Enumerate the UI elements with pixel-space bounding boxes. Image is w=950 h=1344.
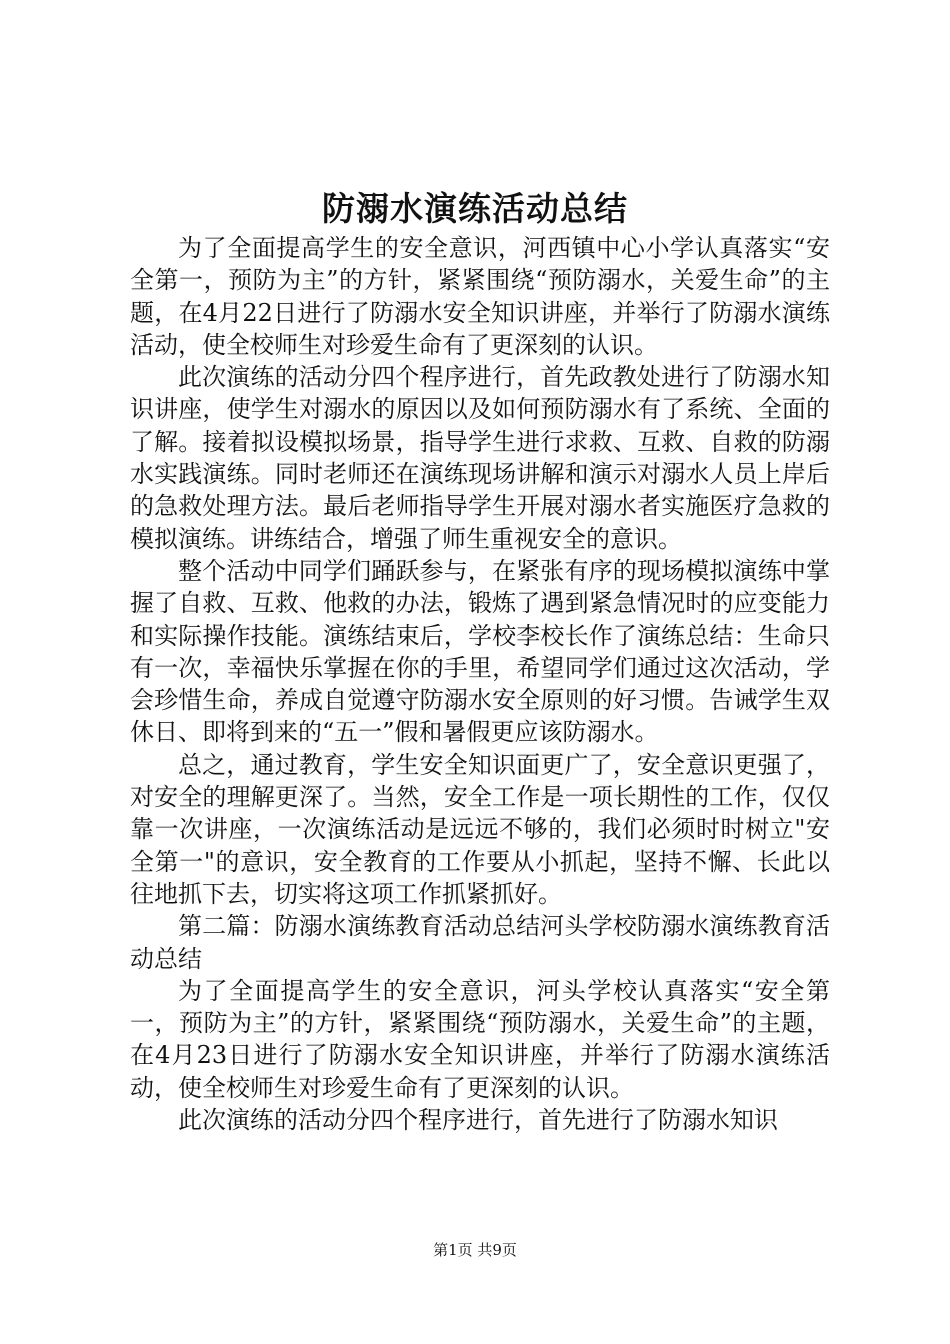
document-title: 防溺水演练活动总结 <box>322 189 628 228</box>
paragraph-3: 整个活动中同学们踊跃参与，在紧张有序的现场模拟演练中掌握了自救、互救、他救的办法，锻炼了遇到紧急情况时的应变能力和实际操作技能。演练结束后，学校李校长作了演练总结：生命只有一次，幸福快乐掌握在你的手里，希望同学们通过这次活动，学会珍惜生命，养成自觉遵守防溺水安全原则的好习惯。告诫学生双休日、即将到来的“五一”假和暑假更应该防溺水。 <box>130 556 830 747</box>
paragraph-2: 此次演练的活动分四个程序进行，首先政教处进行了防溺水知识讲座，使学生对溺水的原因以及如何预防溺水有了系统、全面的了解。接着拟设模拟场景，指导学生进行求救、互救、自救的防溺水实践演练。同时老师还在演练现场讲解和演示对溺水人员上岸后的急救处理方法。最后老师指导学生开展对溺水者实施医疗急救的模拟演练。讲练结合，增强了师生重视安全的意识。 <box>130 363 830 553</box>
paragraph-6: 为了全面提高学生的安全意识，河头学校认真落实“安全第一，预防为主”的方针，紧紧围绕“预防溺水，关爱生命”的主题，在4月23日进行了防溺水安全知识讲座，并举行了防溺水演练活动，使全校师生对珍爱生命有了更深刻的认识。 <box>130 976 830 1102</box>
section-heading-second-part: 第二篇：防溺水演练教育活动总结河头学校防溺水演练教育活动总结 <box>130 912 830 973</box>
paragraph-4: 总之，通过教育，学生安全知识面更广了，安全意识更强了，对安全的理解更深了。当然，安全工作是一项长期性的工作，仅仅靠一次讲座，一次演练活动是远远不够的，我们必须时时树立"安全第一"的意识，安全教育的工作要从小抓起，坚持不懈、长此以往地抓下去，切实将这项工作抓紧抓好。 <box>130 750 830 908</box>
paragraph-7: 此次演练的活动分四个程序进行，首先进行了防溺水知识 <box>178 1106 778 1135</box>
document-body <box>130 232 830 1136</box>
page-number-footer: 第1页 共9页 <box>433 1241 517 1259</box>
paragraph-1: 为了全面提高学生的安全意识，河西镇中心小学认真落实“安全第一，预防为主”的方针，紧紧围绕“预防溺水，关爱生命”的主题，在4月22日进行了防溺水安全知识讲座，并举行了防溺水演练活动，使全校师生对珍爱生命有了更深刻的认识。 <box>130 234 830 359</box>
